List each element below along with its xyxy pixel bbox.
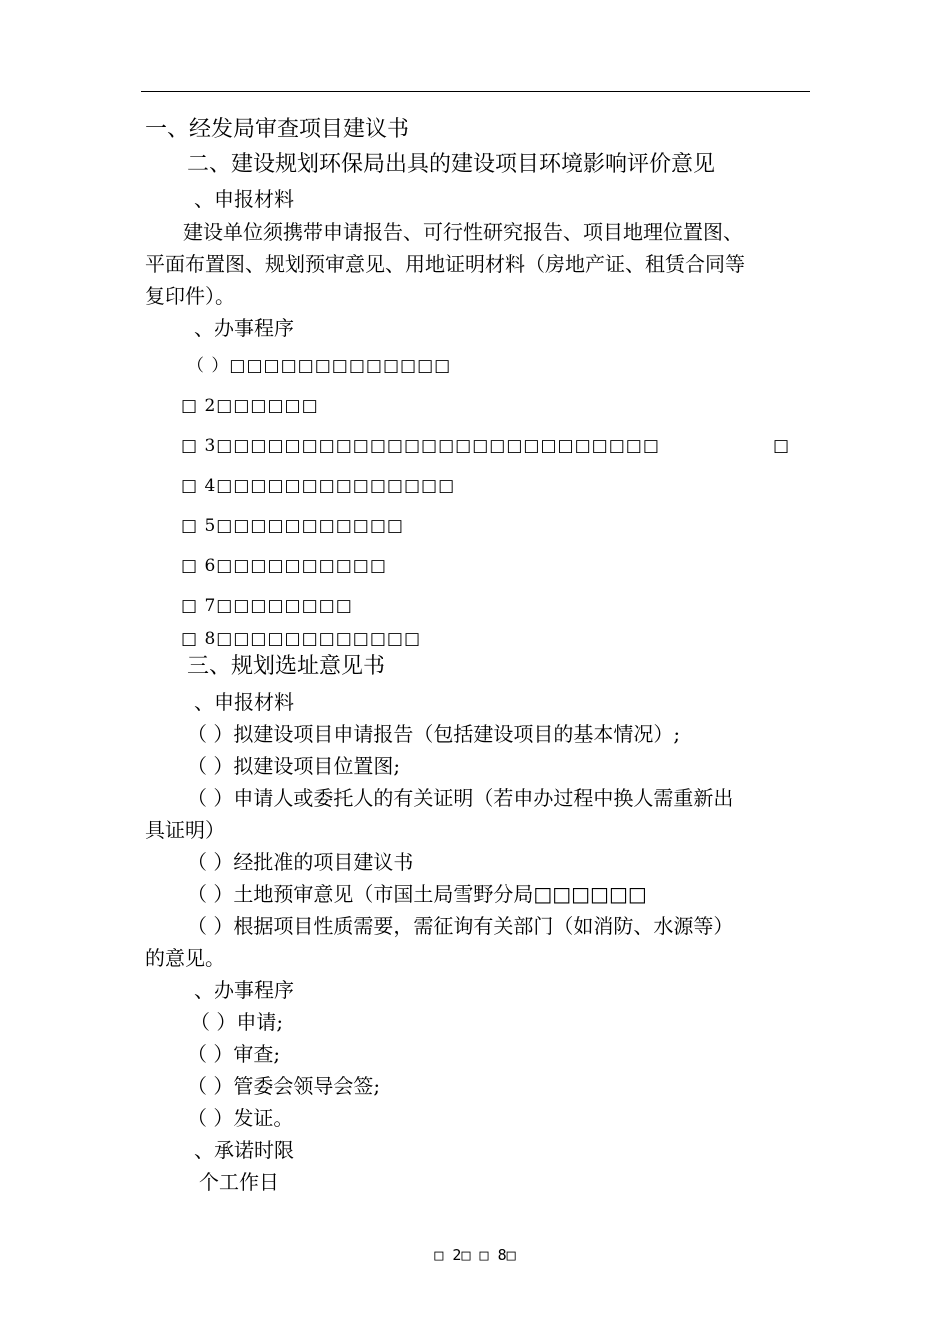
sec3-limit-title: 、承诺时限: [194, 1138, 294, 1162]
sec2-step-2: □ 2□□□□□□: [181, 396, 319, 416]
sec2-step-4: □ 4□□□□□□□□□□□□□□: [181, 476, 456, 496]
sec2-step-1: （ ）□□□□□□□□□□□□□: [187, 356, 452, 376]
sec3-limit-text: 个工作日: [199, 1170, 279, 1194]
sec3-material-4: （ ）经批准的项目建议书: [187, 850, 414, 874]
sec3-material-3-line-1: （ ）申请人或委托人的有关证明（若申办过程中换人需重新出: [187, 786, 734, 810]
sec3-procedure-2: （ ）审查;: [187, 1042, 281, 1066]
sec2-materials-line-3: 复印件）。: [145, 284, 235, 308]
sec3-material-6-line-1: （ ）根据项目性质需要，需征询有关部门（如消防、水源等）: [187, 914, 734, 938]
sec2-step-6: □ 6□□□□□□□□□□: [181, 556, 387, 576]
sec3-procedure-3: （ ）管委会领导会签;: [187, 1074, 381, 1098]
sec2-step-8: □ 8□□□□□□□□□□□□: [181, 629, 422, 649]
heading-2: 二、建设规划环保局出具的建设项目环境影响评价意见: [187, 152, 716, 177]
sec3-procedure-title: 、办事程序: [194, 978, 294, 1002]
sec2-materials-line-2: 平面布置图、规划预审意见、用地证明材料（房地产证、租赁合同等: [145, 252, 745, 276]
sec3-material-6-line-2: 的意见。: [145, 946, 225, 970]
sec2-materials-title: 、申报材料: [194, 187, 294, 211]
sec3-materials-title: 、申报材料: [194, 690, 294, 714]
sec3-material-1: （ ）拟建设项目申请报告（包括建设项目的基本情况）;: [187, 722, 681, 746]
header-rule: [141, 91, 810, 92]
sec2-step-3-tail: □: [773, 436, 791, 456]
sec2-procedure-title: 、办事程序: [194, 316, 294, 340]
sec3-material-5: （ ）土地预审意见（市国土局雪野分局□□□□□□: [187, 882, 647, 906]
page-footer: □ 2□ □ 8□: [434, 1246, 516, 1264]
heading-3: 三、规划选址意见书: [187, 654, 386, 679]
sec2-step-7: □ 7□□□□□□□□: [181, 596, 353, 616]
sec3-procedure-1: （ ）申请;: [190, 1010, 284, 1034]
sec2-materials-line-1: 建设单位须携带申请报告、可行性研究报告、项目地理位置图、: [183, 220, 743, 244]
sec3-material-2: （ ）拟建设项目位置图;: [187, 754, 401, 778]
sec3-procedure-4: （ ）发证。: [187, 1106, 294, 1130]
sec2-step-3: □ 3□□□□□□□□□□□□□□□□□□□□□□□□□□: [181, 436, 660, 456]
sec3-material-3-line-2: 具证明）: [145, 818, 225, 842]
sec2-step-5: □ 5□□□□□□□□□□□: [181, 516, 404, 536]
heading-1: 一、经发局审查项目建议书: [145, 117, 410, 142]
